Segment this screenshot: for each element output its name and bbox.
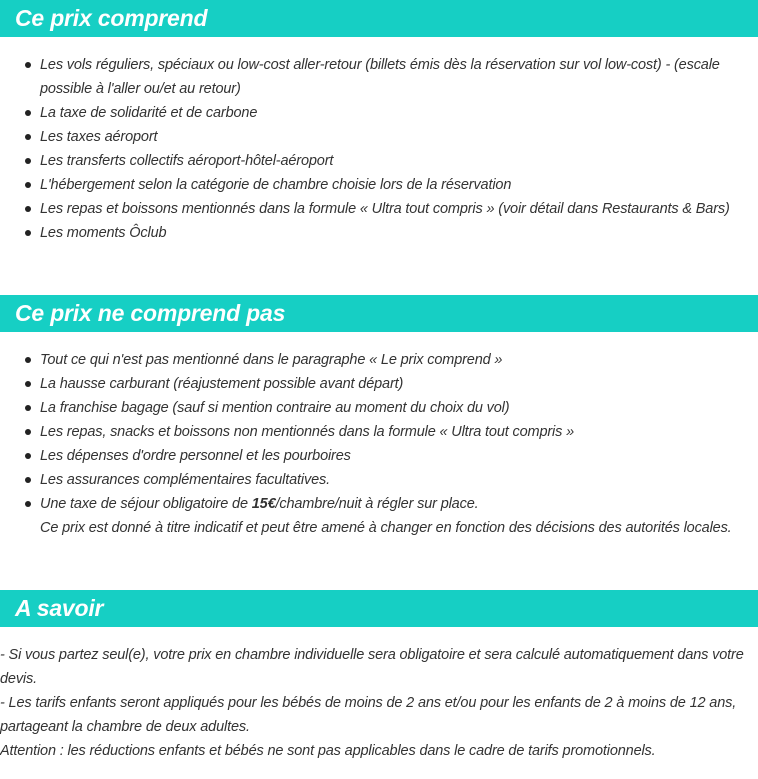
list-item: Les moments Ôclub [0, 221, 735, 245]
list-item: La hausse carburant (réajustement possible avant départ) [0, 372, 735, 396]
list-item: Les dépenses d'ordre personnel et les pourboires [0, 444, 735, 468]
tax-amount: 15€ [251, 496, 276, 512]
note-paragraph: Attention : les réductions enfants et bébés ne sont pas applicables dans le cadre de tarifs promotionnels. [0, 743, 656, 759]
bullet-icon [25, 230, 31, 236]
list-item: Les repas et boissons mentionnés dans la formule « Ultra tout compris » (voir détail dans Restaurants & Bars) [0, 197, 735, 221]
bullet-icon [25, 62, 31, 68]
bullet-icon [25, 453, 31, 459]
note-paragraph: - Si vous partez seul(e), votre prix en chambre individuelle sera obligatoire et sera calculé automatiquement dans votre devis. [0, 647, 744, 687]
bullet-icon [25, 206, 31, 212]
list-item: Tout ce qui n'est pas mentionné dans le paragraphe « Le prix comprend » [0, 348, 735, 372]
list-item-tourist-tax: Une taxe de séjour obligatoire de 15€/chambre/nuit à régler sur place. Ce prix est donné à titre indicatif et peut être amené à changer en fonction des décisions des autorités locales. [0, 492, 735, 540]
list-item: Les taxes aéroport [0, 125, 735, 149]
list-item: La taxe de solidarité et de carbone [0, 101, 735, 125]
list-item: La franchise bagage (sauf si mention contraire au moment du choix du vol) [0, 396, 735, 420]
bullet-icon [25, 357, 31, 363]
tax-note: Ce prix est donné à titre indicatif et peut être amené à changer en fonction des décisions des autorités locales. [40, 520, 732, 536]
bullet-icon [25, 158, 31, 164]
section-header-excluded: Ce prix ne comprend pas [0, 295, 758, 332]
bullet-icon [25, 381, 31, 387]
bullet-icon [25, 110, 31, 116]
bullet-icon [25, 182, 31, 188]
bullet-icon [25, 405, 31, 411]
bullet-icon [25, 501, 31, 507]
bullet-icon [25, 429, 31, 435]
note-paragraph: - Les tarifs enfants seront appliqués pour les bébés de moins de 2 ans et/ou pour les enfants de 2 à moins de 12 ans, partageant la chambre de deux adultes. [0, 695, 737, 735]
bullet-icon [25, 477, 31, 483]
to-know-notes [0, 643, 752, 763]
included-list [0, 53, 735, 245]
list-item: Les transferts collectifs aéroport-hôtel-aéroport [0, 149, 735, 173]
list-item: Les vols réguliers, spéciaux ou low-cost aller-retour (billets émis dès la réservation sur vol low-cost) - (escale possible à l'aller ou/et au retour) [0, 53, 735, 101]
bullet-icon [25, 134, 31, 140]
list-item: Les repas, snacks et boissons non mentionnés dans la formule « Ultra tout compris » [0, 420, 735, 444]
list-item: Les assurances complémentaires facultatives. [0, 468, 735, 492]
section-header-included: Ce prix comprend [0, 0, 758, 37]
excluded-list [0, 348, 735, 540]
section-header-to-know: A savoir [0, 590, 758, 627]
list-item: L'hébergement selon la catégorie de chambre choisie lors de la réservation [0, 173, 735, 197]
